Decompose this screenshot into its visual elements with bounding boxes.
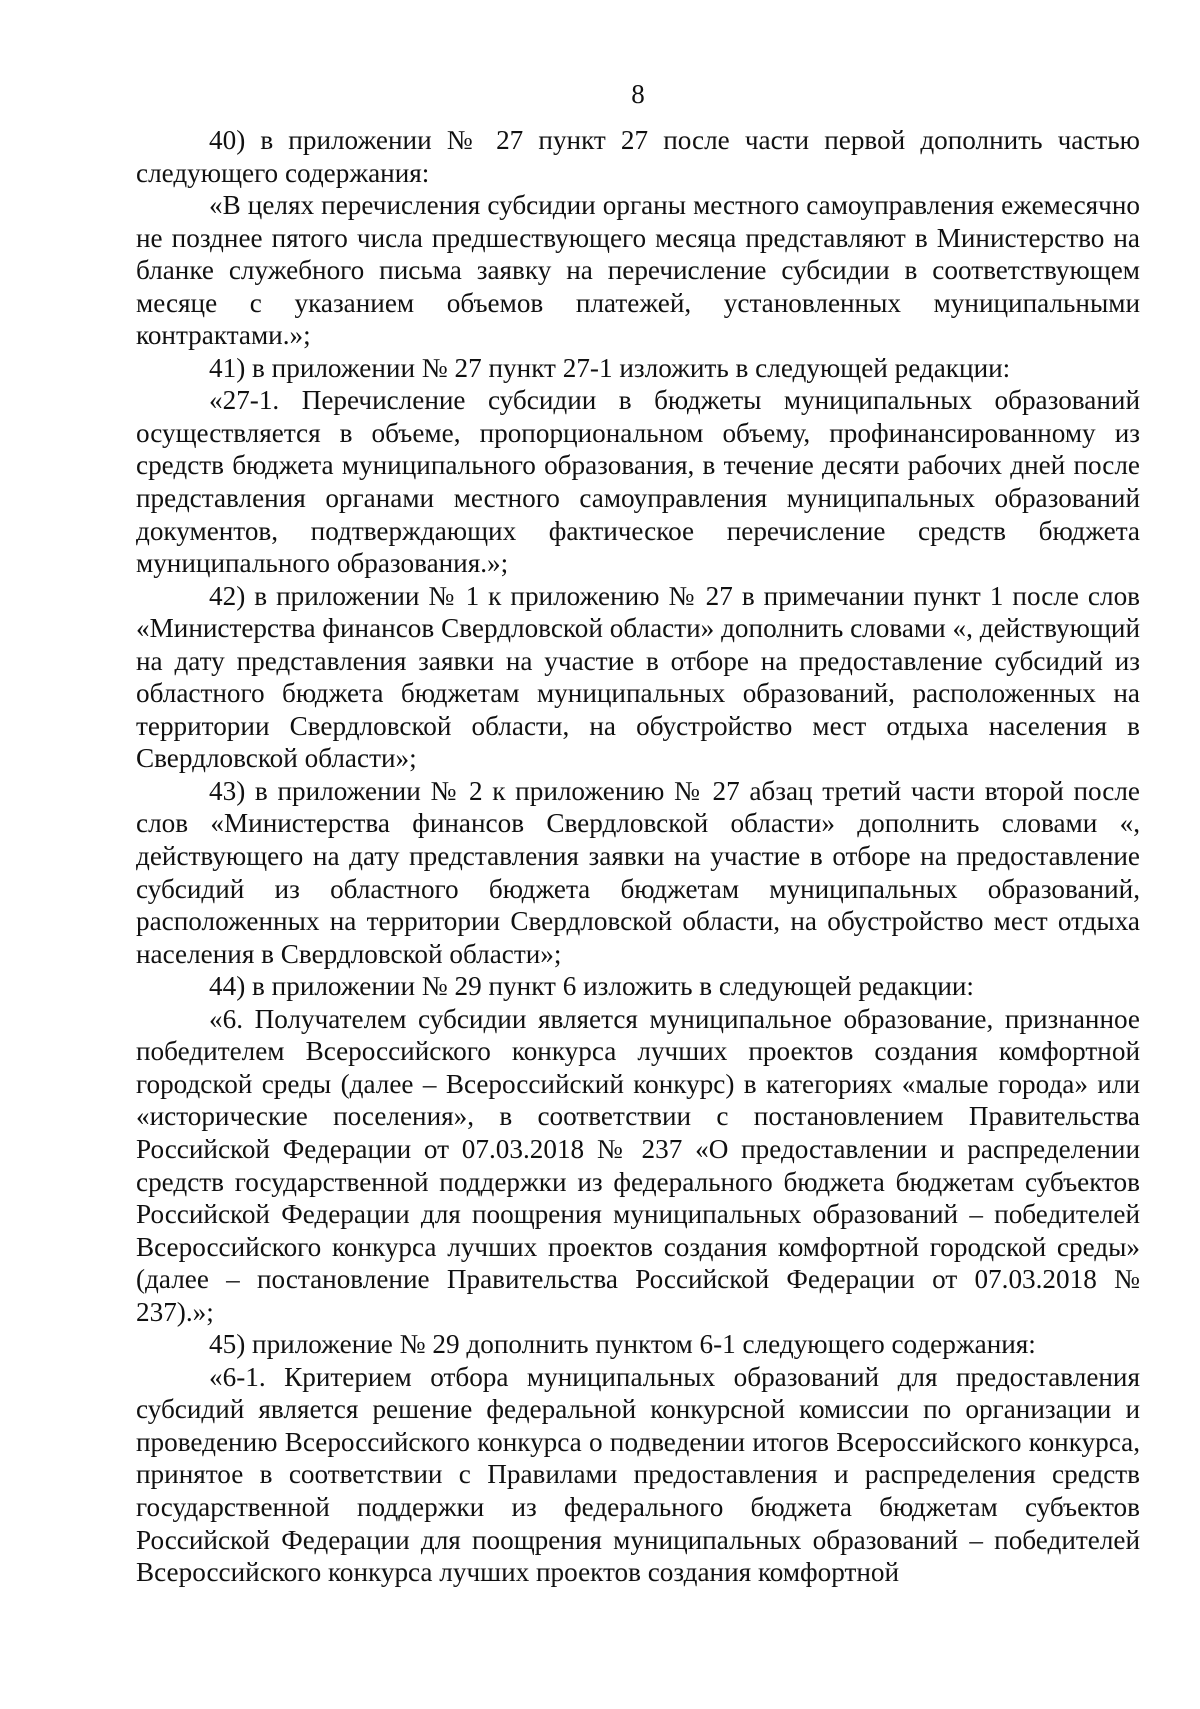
document-body <box>136 124 1140 1589</box>
paragraph-item-43: 43) в приложении № 2 к приложению № 27 абзац третий части второй после слов «Министерства финансов Свердловской области» дополнить словами «, действующего на дату представления заявки на участие в отборе на предоставление субсидий из областного бюджета бюджетам муниципальных образований, расположенных на территории Свердловской области, на обустройство мест отдыха населения в Свердловской области»; <box>136 775 1140 969</box>
paragraph-item-44: 44) в приложении № 29 пункт 6 изложить в следующей редакции: <box>209 971 974 1002</box>
paragraph-item-40: 40) в приложении № 27 пункт 27 после части первой дополнить частью следующего содержания: <box>136 125 1140 188</box>
paragraph-quote-44: «6. Получателем субсидии является муниципальное образование, признанное победителем Всероссийского конкурса лучших проектов создания комфортной городской среды (далее – Всероссийский конкурс) в категориях «малые города» или «исторические поселения», в соответствии с постановлением Правительства Российской Федерации от 07.03.2018 № 237 «О предоставлении и распределении средств государственной поддержки из федерального бюджета бюджетам субъектов Российской Федерации для поощрения муниципальных образований – победителей Всероссийского конкурса лучших проектов создания комфортной городской среды» (далее – постановление Правительства Российской Федерации от 07.03.2018 № 237).»; <box>136 1003 1140 1327</box>
paragraph-item-42: 42) в приложении № 1 к приложению № 27 в примечании пункт 1 после слов «Министерства финансов Свердловской области» дополнить словами «, действующий на дату представления заявки на участие в отборе на предоставление субсидий из областного бюджета бюджетам муниципальных образований, расположенных на территории Свердловской области, на обустройство мест отдыха населения в Свердловской области»; <box>136 580 1140 774</box>
paragraph-quote-45: «6-1. Критерием отбора муниципальных образований для предоставления субсидий является решение федеральной конкурсной комиссии по организации и проведению Всероссийского конкурса о подведении итогов Всероссийского конкурса, принятое в соответствии с Правилами предоставления и распределения средств государственной поддержки из федерального бюджета бюджетам субъектов Российской Федерации для поощрения муниципальных образований – победителей Всероссийского конкурса лучших проектов создания комфортной <box>136 1361 1140 1588</box>
paragraph-item-45: 45) приложение № 29 дополнить пунктом 6-1 следующего содержания: <box>209 1329 1036 1360</box>
paragraph-item-41: 41) в приложении № 27 пункт 27-1 изложить в следующей редакции: <box>209 352 1011 383</box>
page-number: 8 <box>631 79 645 109</box>
paragraph-quote-40: «В целях перечисления субсидии органы местного самоуправления ежемесячно не позднее пятого числа предшествующего месяца представляют в Министерство на бланке служебного письма заявку на перечисление субсидии в соответствующем месяце с указанием объемов платежей, установленных муниципальными контрактами.»; <box>136 190 1140 351</box>
paragraph-quote-41: «27-1. Перечисление субсидии в бюджеты муниципальных образований осуществляется в объеме, пропорциональном объему, профинансированному из средств бюджета муниципального образования, в течение десяти рабочих дней после представления органами местного самоуправления муниципальных образований документов, подтверждающих фактическое перечисление средств бюджета муниципального образования.»; <box>136 385 1140 579</box>
